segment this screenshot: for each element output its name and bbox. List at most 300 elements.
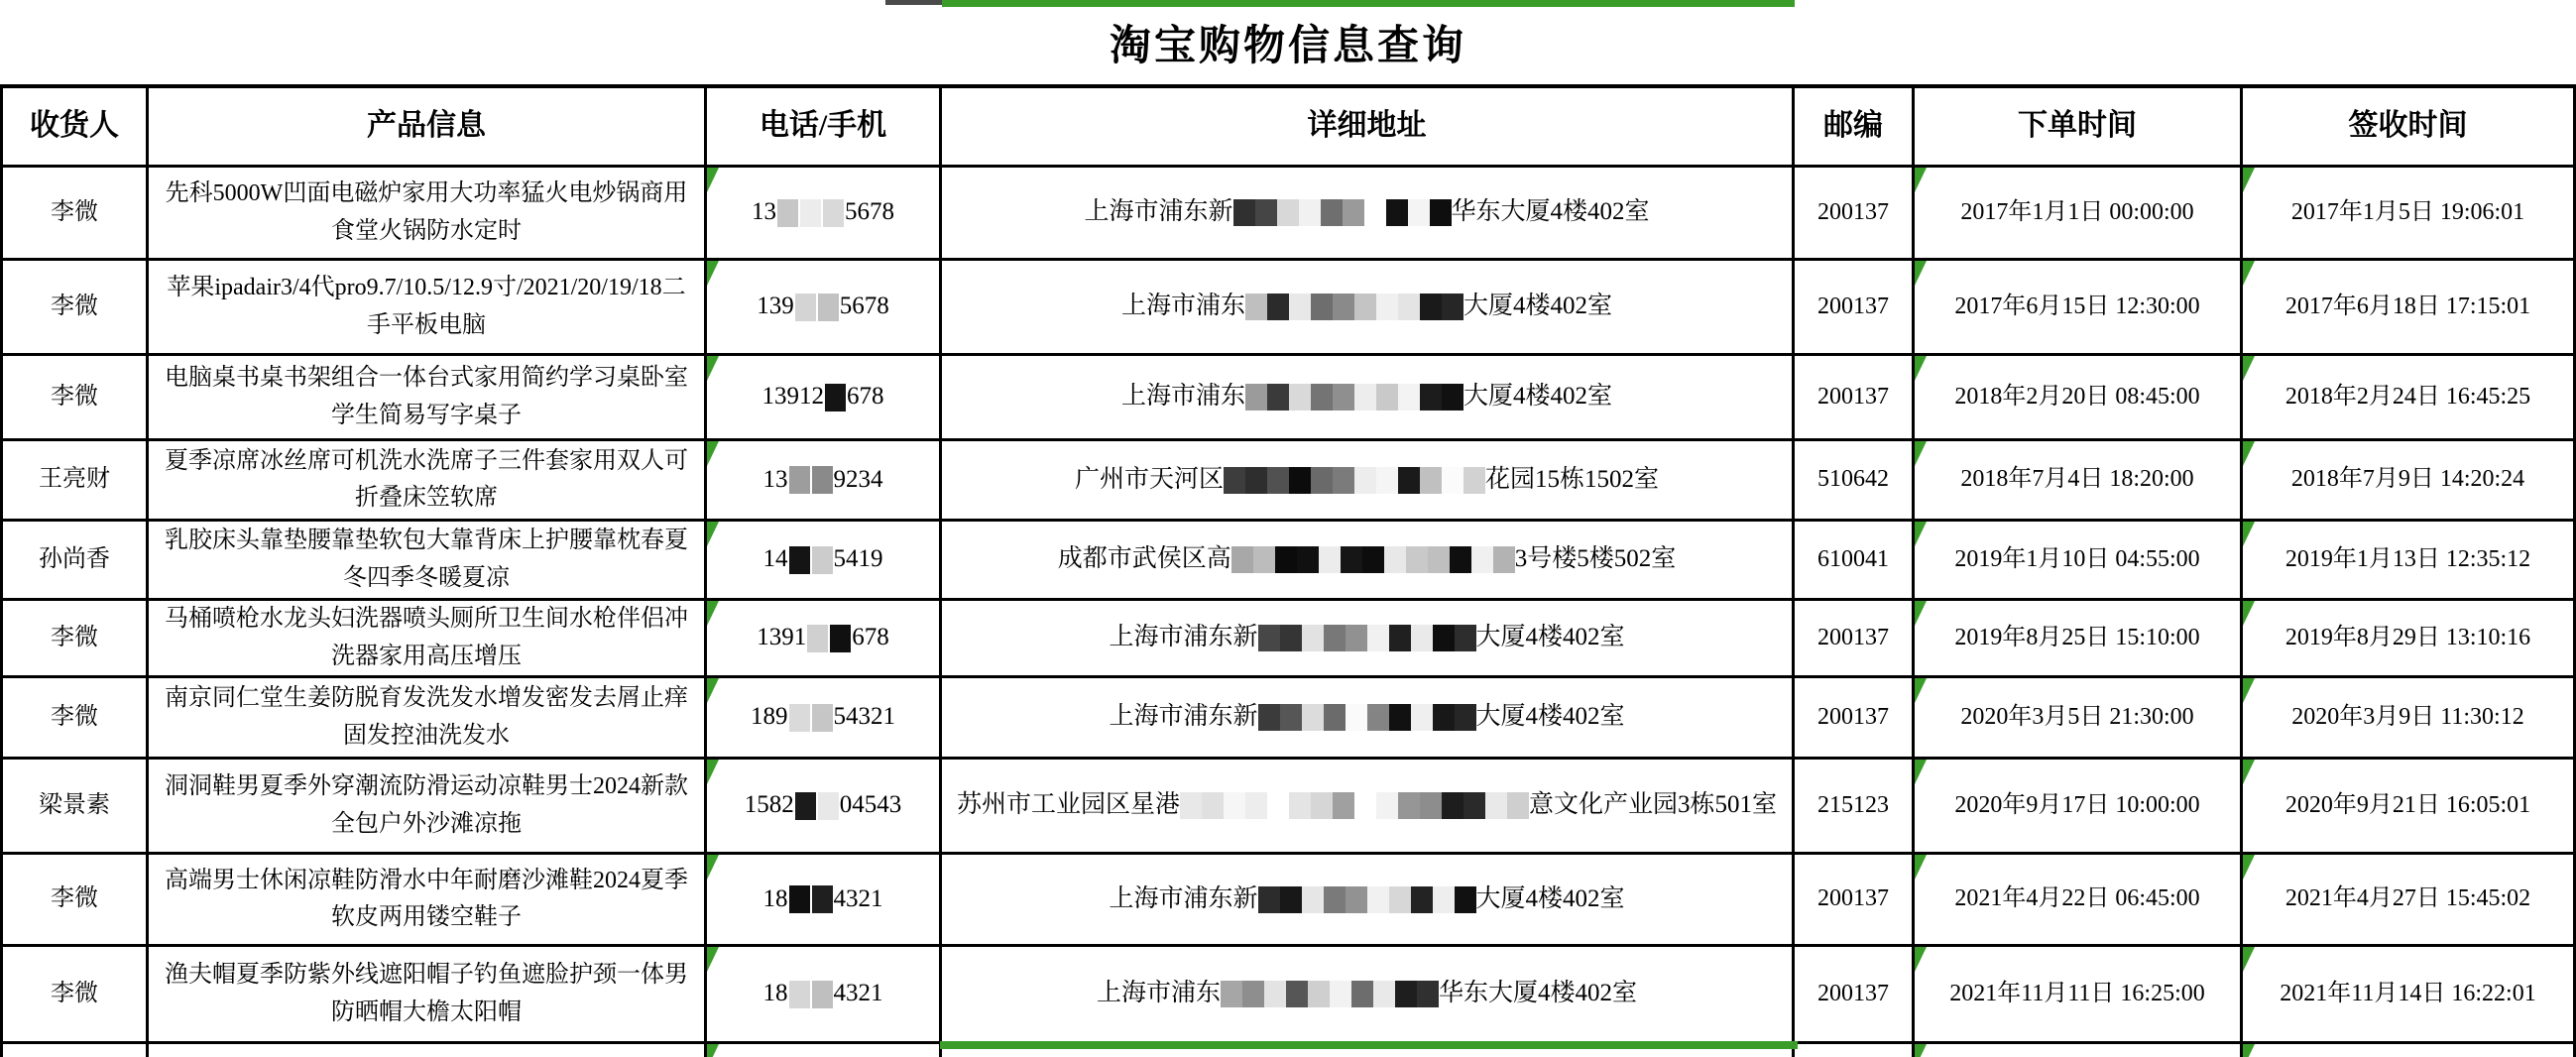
cell-phone[interactable] <box>707 678 942 760</box>
partial-next-row-cell[interactable] <box>3 1044 149 1057</box>
redaction-block <box>812 466 833 494</box>
cell-order-time-text: 2017年6月15日 12:30:00 <box>1954 293 2200 319</box>
cell-sign-time-text: 2018年2月24日 16:45:25 <box>2284 383 2531 410</box>
redaction-block <box>812 981 833 1008</box>
mosaic-block <box>1442 384 1464 411</box>
mosaic-block <box>1376 294 1398 320</box>
cell-phone[interactable] <box>707 168 942 261</box>
mosaic-block <box>1297 546 1319 573</box>
cell-order-time[interactable] <box>1915 356 2243 441</box>
green-corner-indicator <box>707 678 719 703</box>
mosaic-block <box>1275 546 1297 573</box>
cell-address-visible-suffix: 3号楼5楼502室 <box>1514 545 1677 573</box>
mosaic-block <box>1395 981 1417 1007</box>
cell-recipient[interactable] <box>3 356 149 441</box>
mosaic-block <box>1333 467 1354 494</box>
cell-product-text: 先科5000W凹面电磁炉家用大功率猛火电炒锅商用食堂火锅防水定时 <box>165 180 688 244</box>
cell-product[interactable] <box>149 261 707 356</box>
mosaic-block <box>1428 546 1450 573</box>
redaction-block <box>789 981 810 1008</box>
green-corner-indicator <box>2243 855 2255 880</box>
cell-phone-visible-prefix: 139 <box>757 293 794 320</box>
green-corner-indicator <box>2243 947 2255 972</box>
mosaic-block <box>1367 625 1389 651</box>
cell-recipient-text: 李微 <box>51 885 98 912</box>
cell-phone-visible-suffix: 04543 <box>839 791 902 819</box>
cell-sign-time-text: 2017年6月18日 17:15:01 <box>2284 293 2531 319</box>
cell-postal[interactable] <box>1795 760 1915 855</box>
green-corner-indicator <box>707 168 719 192</box>
mosaic-block <box>1280 704 1302 731</box>
cell-postal[interactable] <box>1795 261 1915 356</box>
cell-sign-time[interactable] <box>2243 168 2576 261</box>
cell-phone[interactable] <box>707 522 942 601</box>
mosaic-block <box>1221 981 1242 1007</box>
mosaic-block <box>1471 546 1493 573</box>
cell-phone[interactable] <box>707 947 942 1044</box>
cell-recipient-text: 李微 <box>51 980 98 1006</box>
cell-product-text: 乳胶床头靠垫腰靠垫软包大靠背床上护腰靠枕春夏冬四季冬暖夏凉 <box>165 528 688 591</box>
redaction-block <box>795 792 816 820</box>
mosaic-block <box>1343 199 1364 226</box>
cell-phone-visible-prefix: 1391 <box>757 624 807 651</box>
cell-phone-visible-prefix: 13 <box>752 198 776 226</box>
cell-recipient-text: 孙尚香 <box>39 545 110 572</box>
cell-address-visible-suffix: 花园15栋1502室 <box>1485 465 1660 493</box>
cell-address-visible-prefix: 上海市浦东 <box>1120 383 1245 411</box>
column-header-postal[interactable]: 邮编 <box>1795 88 1915 168</box>
mosaic-block <box>1420 467 1442 494</box>
cell-product-text: 南京同仁堂生姜防脱育发洗发水增发密发去屑止痒固发控油洗发水 <box>165 685 688 749</box>
green-corner-indicator <box>1915 522 1927 546</box>
green-corner-indicator <box>1915 441 1927 466</box>
cell-product[interactable] <box>149 441 707 522</box>
cell-postal[interactable] <box>1795 678 1915 760</box>
mosaic-block <box>1430 199 1452 226</box>
mosaic-block <box>1420 792 1442 819</box>
mosaic-block <box>1389 704 1411 731</box>
mosaic-block <box>1354 792 1376 819</box>
mosaic-block <box>1302 886 1324 913</box>
cell-order-time-text: 2021年4月22日 06:45:00 <box>1954 885 2200 912</box>
column-header-address[interactable]: 详细地址 <box>942 88 1795 168</box>
cell-address[interactable] <box>942 441 1795 522</box>
mosaic-block <box>1433 886 1455 913</box>
cell-recipient-text: 李微 <box>51 293 98 319</box>
cell-address-visible-prefix: 苏州市工业园区星港 <box>956 791 1180 819</box>
cell-recipient-text: 梁景素 <box>39 791 110 818</box>
mosaic-block <box>1267 294 1289 320</box>
mosaic-block <box>1367 704 1389 731</box>
mosaic-block <box>1408 199 1430 226</box>
cell-sign-time[interactable] <box>2243 601 2576 678</box>
cell-product-text: 渔夫帽夏季防紫外线遮阳帽子钓鱼遮脸护颈一体男防晒帽大檐太阳帽 <box>165 962 688 1025</box>
cell-address[interactable] <box>942 601 1795 678</box>
cell-address-visible-prefix: 广州市天河区 <box>1074 465 1224 493</box>
cell-recipient-text: 王亮财 <box>39 466 110 493</box>
cell-address-visible-suffix: 大厦4楼402室 <box>1475 624 1625 651</box>
green-corner-indicator <box>707 441 719 466</box>
redaction-block <box>800 199 821 227</box>
cell-postal-text: 200137 <box>1817 293 1889 319</box>
cell-recipient[interactable] <box>3 261 149 356</box>
column-header-sign-time[interactable]: 签收时间 <box>2243 88 2576 168</box>
cell-recipient[interactable] <box>3 441 149 522</box>
green-corner-indicator <box>707 522 719 546</box>
cell-phone[interactable] <box>707 261 942 356</box>
mosaic-block <box>1289 384 1311 411</box>
cell-product[interactable] <box>149 855 707 947</box>
cell-recipient[interactable] <box>3 855 149 947</box>
cell-phone[interactable] <box>707 441 942 522</box>
cell-phone[interactable] <box>707 760 942 855</box>
mosaic-block <box>1289 792 1311 819</box>
mosaic-block <box>1224 792 1245 819</box>
partial-next-row-cell[interactable] <box>149 1044 707 1057</box>
redaction-block <box>789 466 810 494</box>
cell-sign-time-text: 2020年3月9日 11:30:12 <box>2291 703 2524 730</box>
redaction-block <box>818 294 839 321</box>
selected-column-bottom-indicator <box>940 1041 1798 1049</box>
green-corner-indicator <box>707 855 719 880</box>
cell-recipient-text: 李微 <box>51 383 98 410</box>
mosaic-block <box>1302 625 1324 651</box>
mosaic-block <box>1376 384 1398 411</box>
mosaic-block <box>1398 792 1420 819</box>
mosaic-block <box>1493 546 1515 573</box>
mosaic-block <box>1420 384 1442 411</box>
mosaic-block <box>1485 792 1507 819</box>
cell-recipient[interactable] <box>3 760 149 855</box>
cell-phone-visible-prefix: 13 <box>762 465 788 493</box>
cell-sign-time[interactable] <box>2243 441 2576 522</box>
cell-sign-time-text: 2017年1月5日 19:06:01 <box>2290 198 2525 225</box>
mosaic-block <box>1442 294 1464 320</box>
cell-order-time-text: 2017年1月1日 00:00:00 <box>1960 198 2194 225</box>
top-edge-notch <box>885 0 942 5</box>
mosaic-block <box>1341 546 1362 573</box>
mosaic-block <box>1258 886 1280 913</box>
cell-sign-time[interactable] <box>2243 678 2576 760</box>
mosaic-block <box>1311 467 1333 494</box>
mosaic-block <box>1255 199 1277 226</box>
mosaic-block <box>1354 384 1376 411</box>
cell-phone-visible-suffix: 4321 <box>833 980 883 1007</box>
green-corner-indicator <box>2243 601 2255 626</box>
green-corner-indicator <box>707 356 719 381</box>
mosaic-block <box>1308 981 1330 1007</box>
green-corner-indicator <box>1915 261 1927 286</box>
partial-next-row-cell[interactable] <box>1915 1044 2243 1057</box>
cell-address-visible-prefix: 上海市浦东 <box>1120 293 1245 320</box>
cell-product-text: 高端男士休闲凉鞋防滑水中年耐磨沙滩鞋2024夏季软皮两用镂空鞋子 <box>165 867 688 930</box>
mosaic-block <box>1319 546 1341 573</box>
cell-product-text: 苹果ipadair3/4代pro9.7/10.5/12.9寸/2021/20/19/18二手平板电脑 <box>167 275 686 338</box>
cell-order-time-text: 2020年3月5日 21:30:00 <box>1960 703 2194 730</box>
mosaic-block <box>1507 792 1529 819</box>
mosaic-block <box>1286 981 1308 1007</box>
cell-order-time[interactable] <box>1915 168 2243 261</box>
cell-postal[interactable] <box>1795 947 1915 1044</box>
green-corner-indicator <box>1915 601 1927 626</box>
cell-address[interactable] <box>942 261 1795 356</box>
cell-order-time[interactable] <box>1915 441 2243 522</box>
cell-address-visible-prefix: 上海市浦东新 <box>1109 884 1258 912</box>
partial-next-row-cell[interactable] <box>707 1044 942 1057</box>
green-corner-indicator <box>1915 168 1927 192</box>
cell-order-time[interactable] <box>1915 261 2243 356</box>
cell-sign-time-text: 2019年1月13日 12:35:12 <box>2284 545 2531 572</box>
cell-postal-text: 200137 <box>1817 980 1889 1006</box>
cell-address[interactable] <box>942 947 1795 1044</box>
cell-phone-visible-prefix: 189 <box>751 703 788 731</box>
mosaic-block <box>1330 981 1351 1007</box>
cell-sign-time-text: 2020年9月21日 16:05:01 <box>2284 791 2531 818</box>
cell-product-text: 电脑桌书桌书架组合一体台式家用简约学习桌卧室学生简易写字桌子 <box>165 365 688 428</box>
cell-order-time-text: 2019年1月10日 04:55:00 <box>1954 545 2200 572</box>
redaction-block <box>823 199 844 227</box>
mosaic-block <box>1389 886 1411 913</box>
cell-phone-visible-suffix: 54321 <box>833 703 895 731</box>
mosaic-block <box>1398 384 1420 411</box>
mosaic-block <box>1464 792 1485 819</box>
cell-order-time[interactable] <box>1915 855 2243 947</box>
mosaic-block <box>1311 294 1333 320</box>
mosaic-block <box>1242 981 1264 1007</box>
cell-product[interactable] <box>149 760 707 855</box>
redaction-block <box>795 294 816 321</box>
mosaic-block <box>1233 199 1255 226</box>
redaction-block <box>830 625 851 652</box>
mosaic-block <box>1376 467 1398 494</box>
cell-recipient[interactable] <box>3 678 149 760</box>
cell-sign-time[interactable] <box>2243 522 2576 601</box>
mosaic-block <box>1231 546 1253 573</box>
cell-sign-time[interactable] <box>2243 261 2576 356</box>
cell-recipient-text: 李微 <box>51 198 98 225</box>
cell-sign-time-text: 2021年4月27日 15:45:02 <box>2284 885 2531 912</box>
cell-order-time-text: 2021年11月11日 16:25:00 <box>1949 980 2205 1006</box>
cell-address[interactable] <box>942 168 1795 261</box>
cell-order-time[interactable] <box>1915 601 2243 678</box>
redaction-block <box>812 704 833 732</box>
redaction-block <box>789 704 810 732</box>
cell-product[interactable] <box>149 678 707 760</box>
mosaic-block <box>1258 704 1280 731</box>
mosaic-block <box>1324 886 1346 913</box>
cell-postal[interactable] <box>1795 855 1915 947</box>
mosaic-block <box>1367 886 1389 913</box>
mosaic-block <box>1280 886 1302 913</box>
cell-sign-time[interactable] <box>2243 855 2576 947</box>
cell-sign-time[interactable] <box>2243 760 2576 855</box>
cell-address-visible-suffix: 意文化产业园3栋501室 <box>1529 791 1778 819</box>
cell-phone[interactable] <box>707 855 942 947</box>
green-corner-indicator <box>707 601 719 626</box>
cell-product-text: 马桶喷枪水龙头妇洗器喷头厕所卫生间水枪伴侣冲洗器家用高压增压 <box>165 606 688 669</box>
mosaic-block <box>1245 384 1267 411</box>
cell-sign-time[interactable] <box>2243 947 2576 1044</box>
redaction-block <box>807 625 828 652</box>
mosaic-block <box>1450 546 1471 573</box>
column-header-recipient[interactable]: 收货人 <box>3 88 149 168</box>
cell-address[interactable] <box>942 678 1795 760</box>
cell-address-visible-suffix: 大厦4楼402室 <box>1464 293 1613 320</box>
mosaic-block <box>1384 546 1406 573</box>
cell-postal-text: 200137 <box>1817 703 1889 730</box>
green-corner-indicator <box>707 1044 719 1057</box>
mosaic-block <box>1346 625 1367 651</box>
mosaic-block <box>1258 625 1280 651</box>
mosaic-block <box>1280 625 1302 651</box>
cell-address[interactable] <box>942 356 1795 441</box>
mosaic-block <box>1442 792 1464 819</box>
column-header-order-time[interactable]: 下单时间 <box>1915 88 2243 168</box>
cell-recipient[interactable] <box>3 522 149 601</box>
cell-product-text: 洞洞鞋男夏季外穿潮流防滑运动凉鞋男士2024新款全包户外沙滩凉拖 <box>165 773 688 837</box>
mosaic-block <box>1324 704 1346 731</box>
redaction-block <box>825 384 846 411</box>
page-title: 淘宝购物信息查询 <box>1109 23 1466 69</box>
cell-phone-visible-prefix: 1582 <box>744 791 794 819</box>
cell-postal-text: 200137 <box>1817 624 1889 650</box>
cell-phone-visible-prefix: 14 <box>762 545 788 573</box>
mosaic-block <box>1267 792 1289 819</box>
cell-address-visible-suffix: 华东大厦4楼402室 <box>1451 198 1650 226</box>
cell-postal-text: 200137 <box>1817 198 1889 225</box>
mosaic-block <box>1354 294 1376 320</box>
green-corner-indicator <box>1915 678 1927 703</box>
cell-recipient[interactable] <box>3 947 149 1044</box>
cell-postal[interactable] <box>1795 601 1915 678</box>
cell-sign-time-text: 2019年8月29日 13:10:16 <box>2284 624 2531 650</box>
cell-phone[interactable] <box>707 601 942 678</box>
cell-phone-visible-suffix: 4321 <box>833 884 883 912</box>
mosaic-block <box>1253 546 1275 573</box>
mosaic-block <box>1406 546 1428 573</box>
mosaic-block <box>1411 625 1433 651</box>
cell-address-visible-prefix: 上海市浦东新 <box>1084 198 1233 226</box>
mosaic-block <box>1311 792 1333 819</box>
redaction-block <box>777 199 798 227</box>
cell-postal[interactable] <box>1795 522 1915 601</box>
cell-address-visible-prefix: 上海市浦东新 <box>1109 624 1258 651</box>
cell-recipient-text: 李微 <box>51 703 98 730</box>
mosaic-block <box>1417 981 1439 1007</box>
cell-phone-visible-suffix: 678 <box>847 383 884 411</box>
cell-address[interactable] <box>942 855 1795 947</box>
cell-postal-text: 215123 <box>1817 791 1889 818</box>
column-header-phone[interactable]: 电话/手机 <box>707 88 942 168</box>
cell-address[interactable] <box>942 760 1795 855</box>
cell-postal[interactable] <box>1795 356 1915 441</box>
redaction-block <box>812 546 833 574</box>
green-corner-indicator <box>2243 261 2255 286</box>
mosaic-block <box>1373 981 1395 1007</box>
cell-product[interactable] <box>149 601 707 678</box>
cell-phone-visible-prefix: 18 <box>762 884 788 912</box>
mosaic-block <box>1455 625 1476 651</box>
cell-order-time[interactable] <box>1915 760 2243 855</box>
cell-sign-time-text: 2021年11月14日 16:22:01 <box>2280 980 2536 1006</box>
cell-phone-visible-suffix: 5678 <box>839 293 889 320</box>
cell-postal[interactable] <box>1795 168 1915 261</box>
green-corner-indicator <box>707 760 719 784</box>
cell-recipient[interactable] <box>3 601 149 678</box>
mosaic-block <box>1420 294 1442 320</box>
cell-product[interactable] <box>149 356 707 441</box>
redaction-block <box>812 885 833 913</box>
mosaic-block <box>1362 546 1384 573</box>
cell-product-text: 夏季凉席冰丝席可机洗水洗席子三件套家用双人可折叠床笠软席 <box>165 447 688 511</box>
green-corner-indicator <box>707 947 719 972</box>
cell-recipient-text: 李微 <box>51 624 98 650</box>
mosaic-block <box>1376 792 1398 819</box>
cell-sign-time[interactable] <box>2243 356 2576 441</box>
cell-product[interactable] <box>149 522 707 601</box>
cell-phone[interactable] <box>707 356 942 441</box>
cell-order-time-text: 2018年7月4日 18:20:00 <box>1960 466 2194 493</box>
mosaic-block <box>1267 467 1289 494</box>
cell-sign-time-text: 2018年7月9日 14:20:24 <box>2290 466 2525 493</box>
cell-order-time-text: 2018年2月20日 08:45:00 <box>1954 383 2200 410</box>
mosaic-block <box>1346 886 1367 913</box>
mosaic-block <box>1455 886 1476 913</box>
cell-order-time[interactable] <box>1915 522 2243 601</box>
green-corner-indicator <box>1915 947 1927 972</box>
redaction-block <box>818 792 839 820</box>
mosaic-block <box>1351 981 1373 1007</box>
mosaic-block <box>1333 384 1354 411</box>
mosaic-block <box>1398 467 1420 494</box>
mosaic-block <box>1321 199 1343 226</box>
partial-next-row-cell[interactable] <box>2243 1044 2576 1057</box>
cell-order-time[interactable] <box>1915 678 2243 760</box>
mosaic-block <box>1411 704 1433 731</box>
cell-order-time-text: 2020年9月17日 10:00:00 <box>1954 791 2200 818</box>
mosaic-block <box>1224 467 1245 494</box>
mosaic-block <box>1264 981 1286 1007</box>
green-corner-indicator <box>2243 522 2255 546</box>
redaction-block <box>789 546 810 574</box>
mosaic-block <box>1455 704 1476 731</box>
green-corner-indicator <box>2243 1044 2255 1057</box>
mosaic-block <box>1433 625 1455 651</box>
mosaic-block <box>1311 384 1333 411</box>
cell-product[interactable] <box>149 947 707 1044</box>
cell-postal-text: 200137 <box>1817 383 1889 410</box>
column-header-product[interactable]: 产品信息 <box>149 88 707 168</box>
mosaic-block <box>1302 704 1324 731</box>
cell-recipient[interactable] <box>3 168 149 261</box>
green-corner-indicator <box>2243 441 2255 466</box>
green-corner-indicator <box>1915 1044 1927 1057</box>
mosaic-block <box>1299 199 1321 226</box>
mosaic-block <box>1442 467 1464 494</box>
green-corner-indicator <box>1915 356 1927 381</box>
cell-address[interactable] <box>942 522 1795 601</box>
cell-product[interactable] <box>149 168 707 261</box>
mosaic-block <box>1202 792 1224 819</box>
cell-address-visible-suffix: 大厦4楼402室 <box>1464 383 1613 411</box>
partial-next-row-cell[interactable] <box>1795 1044 1915 1057</box>
cell-phone-visible-suffix: 5678 <box>845 198 894 226</box>
mosaic-block <box>1245 792 1267 819</box>
cell-order-time[interactable] <box>1915 947 2243 1044</box>
cell-postal[interactable] <box>1795 441 1915 522</box>
mosaic-block <box>1364 199 1386 226</box>
cell-phone-visible-suffix: 678 <box>852 624 889 651</box>
